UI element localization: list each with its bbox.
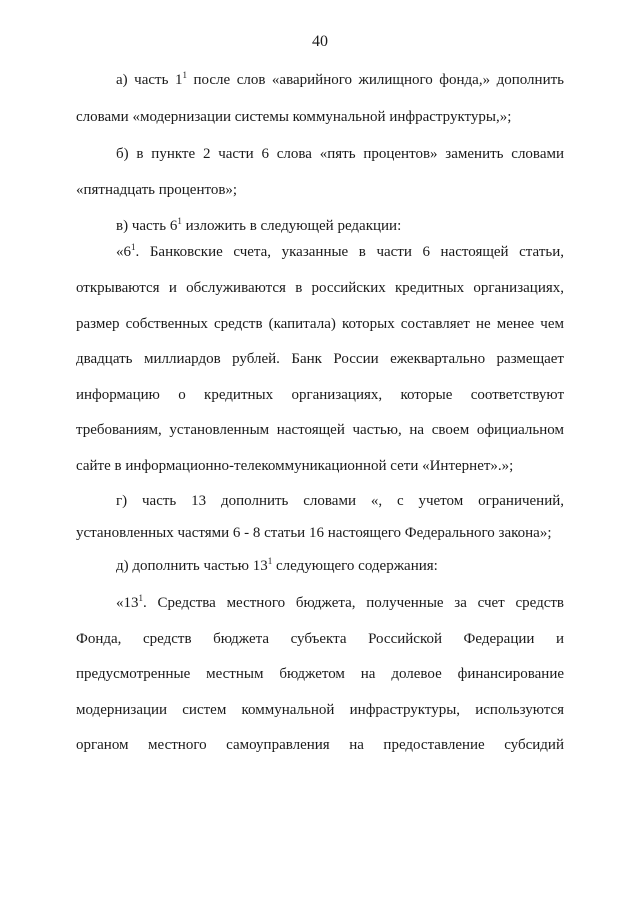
text-line: «$13^1$. Средства местного бюджета, полученные за счет средств [116, 593, 564, 611]
text-line: модернизации систем коммунальной инфраструктуры, используются [76, 702, 564, 718]
text-line: информацию о кредитных организациях, которые соответствуют [76, 387, 564, 403]
text-line: размер собственных средств (капитала) которых составляет не менее чем [76, 316, 564, 332]
text-line: установленных частями 6 - 8 статьи 16 настоящего Федерального закона»; [76, 525, 552, 541]
text-line: органом местного самоуправления на предоставление субсидий [76, 737, 564, 753]
text-line: г) часть 13 дополнить словами «, с учетом ограничений, [116, 493, 564, 509]
text-line: в) часть $6^1$ изложить в следующей редакции: [116, 216, 402, 234]
text-line: требованиям, установленным настоящей частью, на своем официальном [76, 422, 564, 438]
text-line: сайте в информационно-телекоммуникационной сети «Интернет».»; [76, 458, 514, 474]
text-line: б) в пункте 2 части 6 слова «пять процентов» заменить словами [116, 146, 564, 162]
text-line: открываются и обслуживаются в российских кредитных организациях, [76, 280, 564, 296]
page-number: 40 [312, 33, 328, 50]
text-line: д) дополнить частью $13^1$ следующего содержания: [116, 556, 438, 574]
text-line: предусмотренные местным бюджетом на долевое финансирование [76, 666, 564, 682]
text-line: «пятнадцать процентов»; [76, 182, 238, 198]
text-line: «$6^1$. Банковские счета, указанные в части 6 настоящей статьи, [116, 242, 564, 260]
text-line: а) часть $1^1$ после слов «аварийного жилищного фонда,» дополнить [116, 70, 564, 88]
text-line: Фонда, средств бюджета субъекта Российской Федерации и [76, 631, 564, 647]
text-line: двадцать миллиардов рублей. Банк России ежеквартально размещает [76, 351, 564, 367]
text-line: словами «модернизации системы коммунальной инфраструктуры,»; [76, 109, 512, 125]
